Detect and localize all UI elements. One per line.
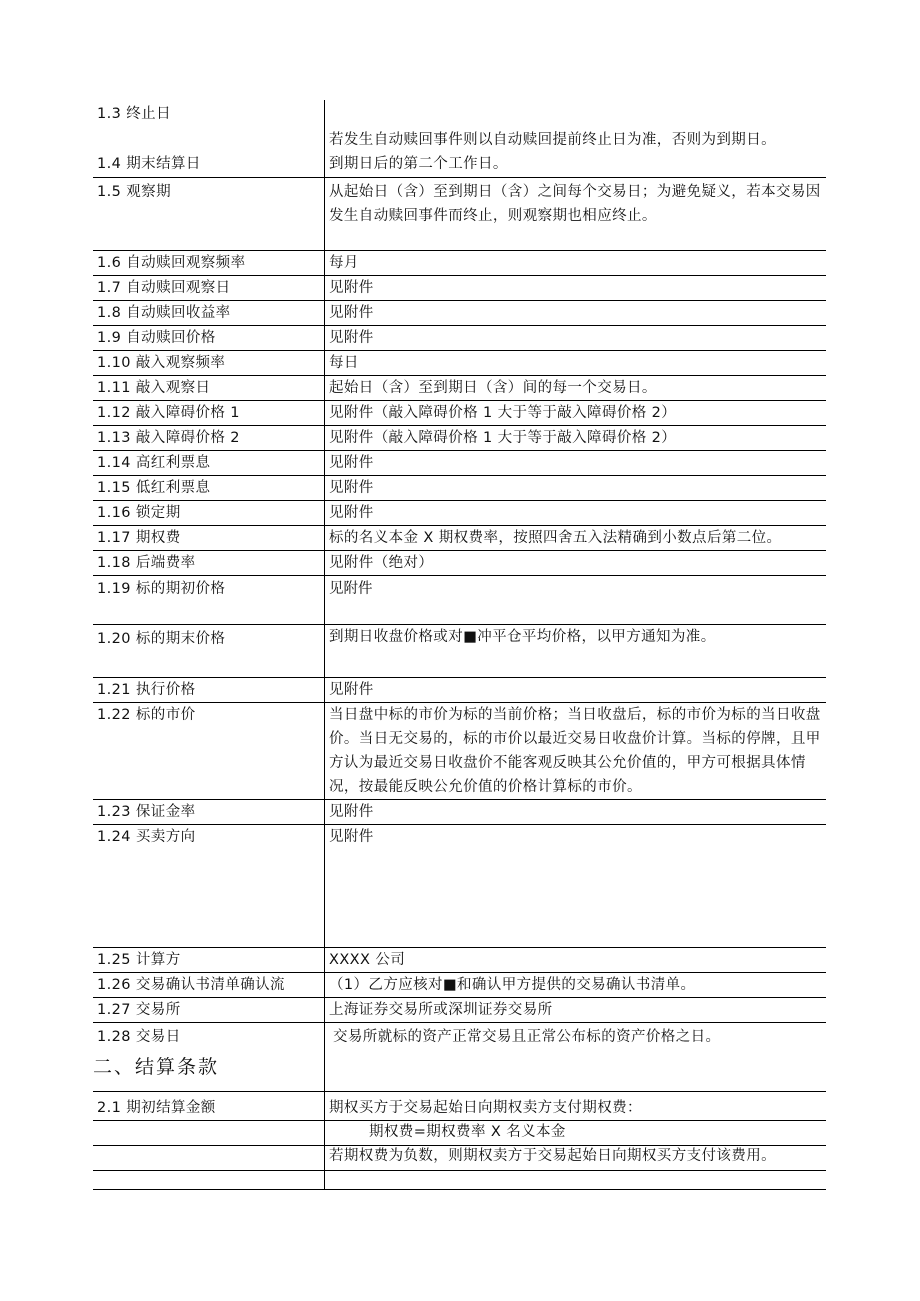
row-label: 1.25 计算方 — [97, 951, 181, 968]
row-label: 1.21 执行价格 — [97, 681, 196, 698]
row-value: 见附件（绝对） — [325, 550, 827, 575]
table-row — [93, 1092, 826, 1190]
row-value: 上海证券交易所或深圳证券交易所 — [325, 997, 827, 1022]
row-label: 1.7 自动赎回观察日 — [97, 279, 231, 296]
terms-table — [93, 100, 826, 1171]
row-value: 到期日后的第二个工作日。 — [325, 152, 827, 177]
row-label: 1.3 终止日 — [97, 106, 171, 122]
table-row — [93, 375, 826, 400]
table-row — [93, 300, 826, 325]
row-value: 到期日收盘价格或对■冲平仓平均价格，以甲方通知为准。 — [325, 624, 827, 677]
table-row — [93, 475, 826, 500]
row-value: 见附件（敲入障碍价格 1 大于等于敲入障碍价格 2） — [325, 425, 827, 450]
table-row — [93, 425, 826, 450]
row-label: 1.8 自动赎回收益率 — [97, 304, 231, 321]
row-value: 见附件 — [325, 450, 827, 475]
row-value: 见附件 — [325, 500, 827, 525]
row-label: 1.10 敲入观察频率 — [97, 354, 226, 371]
row-value: 标的名义本金 X 期权费率，按照四舍五入法精确到小数点后第二位。 — [325, 525, 827, 550]
settlement-table — [93, 1091, 826, 1190]
table-row — [93, 624, 826, 677]
row-label: 1.23 保证金率 — [97, 803, 196, 820]
table-row — [93, 275, 826, 300]
table-row — [93, 824, 826, 947]
table-row — [93, 250, 826, 275]
row-label: 1.20 标的期末价格 — [97, 630, 226, 647]
row-label: 2.1 期初结算金额 — [97, 1100, 216, 1116]
row-value: 见附件 — [325, 799, 827, 824]
table-row — [93, 400, 826, 425]
row-value: 从起始日（含）至到期日（含）之间每个交易日；为避免疑义，若本交易因发生自动赎回事件而终止，则观察期也相应终止。 — [325, 177, 827, 250]
row-value — [325, 1092, 827, 1190]
row-value-line: 期权买方于交易起始日向期权卖方支付期权费： — [329, 1100, 642, 1116]
row-value: 见附件 — [325, 325, 827, 350]
row-label: 1.13 敲入障碍价格 2 — [97, 429, 240, 446]
table-row — [93, 947, 826, 972]
table-row — [93, 997, 826, 1022]
row-label: 1.6 自动赎回观察频率 — [97, 254, 246, 271]
table-row — [93, 550, 826, 575]
table-row — [93, 177, 826, 250]
row-label: 1.9 自动赎回价格 — [97, 329, 216, 346]
row-value: 每月 — [325, 250, 827, 275]
table-row — [93, 325, 826, 350]
table-row — [93, 799, 826, 824]
row-value: 见附件 — [325, 475, 827, 500]
section-title: 二、结算条款 — [93, 1056, 220, 1078]
row-value: 见附件 — [325, 677, 827, 702]
table-row — [93, 972, 826, 997]
table-row — [93, 100, 826, 152]
row-value-line: 若发生自动赎回事件则以自动赎回提前终止日为准，否则为到期日。 — [329, 132, 776, 148]
row-value: 见附件 — [325, 300, 827, 325]
row-label: 1.18 后端费率 — [97, 554, 196, 571]
row-label: 1.5 观察期 — [97, 183, 171, 200]
row-value: 见附件（敲入障碍价格 1 大于等于敲入障碍价格 2） — [325, 400, 827, 425]
table-row — [93, 500, 826, 525]
row-label: 1.12 敲入障碍价格 1 — [97, 404, 240, 421]
row-label: 1.19 标的期初价格 — [97, 580, 226, 597]
table-row — [93, 702, 826, 799]
row-label: 1.15 低红利票息 — [97, 479, 211, 496]
row-label: 1.27 交易所 — [97, 1001, 181, 1018]
row-value: 见附件 — [325, 824, 827, 947]
row-value: （1）乙方应核对■和确认甲方提供的交易确认书清单。 — [325, 972, 827, 997]
table-row — [93, 350, 826, 375]
row-value — [325, 100, 827, 152]
table-row — [93, 152, 826, 177]
row-label: 1.22 标的市价 — [97, 706, 196, 723]
row-label: 1.16 锁定期 — [97, 504, 181, 521]
row-label: 1.28 交易日 — [97, 1028, 181, 1045]
row-label: 1.14 高红利票息 — [97, 454, 211, 471]
table-row — [93, 677, 826, 702]
row-value: 见附件 — [325, 275, 827, 300]
row-value-line: 若期权费为负数，则期权卖方于交易起始日向期权买方支付该费用。 — [329, 1148, 776, 1164]
row-label: 1.26 交易确认书清单确认流 — [97, 976, 285, 993]
row-value-line: 期权费=期权费率 X 名义本金 — [369, 1124, 566, 1140]
row-label: 1.24 买卖方向 — [97, 828, 196, 845]
row-label: 1.11 敲入观察日 — [97, 379, 211, 396]
row-value: 起始日（含）至到期日（含）间的每一个交易日。 — [325, 375, 827, 400]
row-label: 1.17 期权费 — [97, 529, 181, 546]
row-value: 见附件 — [325, 575, 827, 624]
table-row — [93, 525, 826, 550]
row-value: 每日 — [325, 350, 827, 375]
row-value-line: 交易所就标的资产正常交易且正常公布标的资产价格之日。 — [333, 1028, 721, 1045]
row-value: 当日盘中标的市价为标的当前价格；当日收盘后，标的市价为标的当日收盘价。当日无交易的，标的市价以最近交易日收盘价计算。当标的停牌，且甲方认为最近交易日收盘价不能客观反映其公允价值的，甲方可根据具体情况，按最能反映公允价值的价格计算标的市价。 — [325, 702, 827, 799]
row-label: 1.4 期末结算日 — [97, 156, 201, 172]
row-value: XXXX 公司 — [325, 947, 827, 972]
table-row — [93, 450, 826, 475]
table-row — [93, 575, 826, 624]
